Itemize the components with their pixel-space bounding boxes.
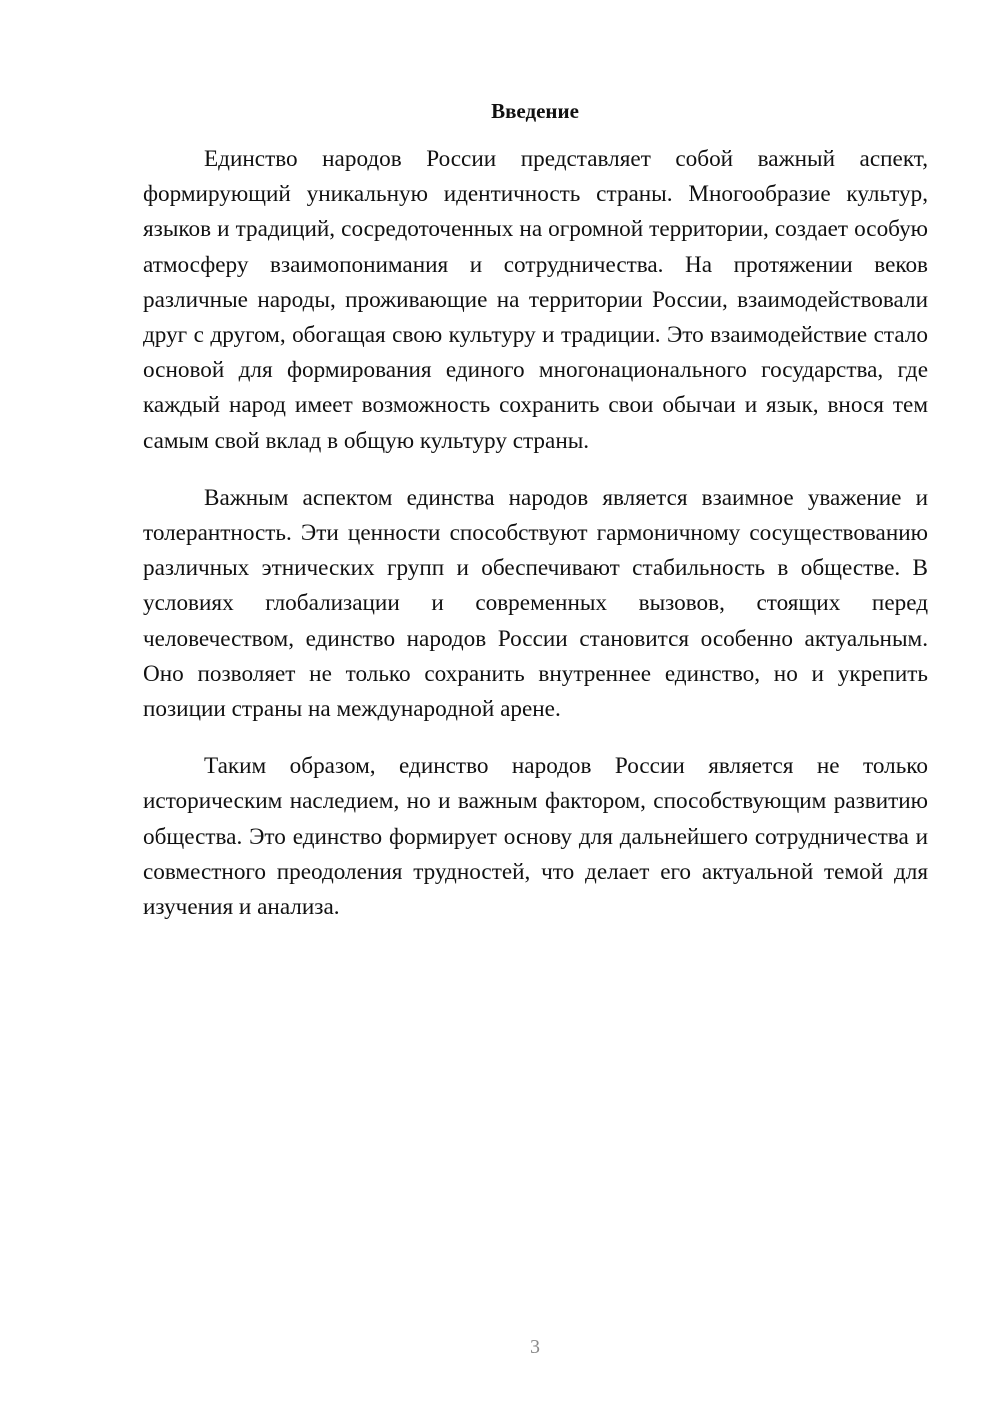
body-text [143,142,928,947]
page-number: 3 [530,1336,540,1358]
paragraph-3: Таким образом, единство народов России является не только историческим наследием, но и важным фактором, способствующим развитию общества. Это единство формирует основу для дальнейшего сотрудничества и совместного преодоления трудностей, что делает его актуальной темой для изучения и анализа. [143,753,928,921]
paragraph-2: Важным аспектом единства народов является взаимное уважение и толерантность. Эти ценности способствуют гармоничному сосуществованию различных этнических групп и обеспечивают стабильность в обществе. В условиях глобализации и современных вызовов, стоящих перед человечеством, единство народов России становится особенно актуальным. Оно позволяет не только сохранить внутреннее единство, но и укрепить позиции страны на международной арене. [143,484,928,723]
section-heading: Введение [491,99,579,123]
paragraph-1: Единство народов России представляет собой важный аспект, формирующий уникальную идентичность страны. Многообразие культур, языков и традиций, сосредоточенных на огромной территории, создает особую атмосферу взаимопонимания и сотрудничества. На протяжении веков различные народы, проживающие на территории России, взаимодействовали друг с другом, обогащая свою культуру и традиции. Это взаимодействие стало основой для формирования единого многонационального государства, где каждый народ имеет возможность сохранить свои обычаи и язык, внося тем самым свой вклад в общую культуру страны. [143,146,928,454]
